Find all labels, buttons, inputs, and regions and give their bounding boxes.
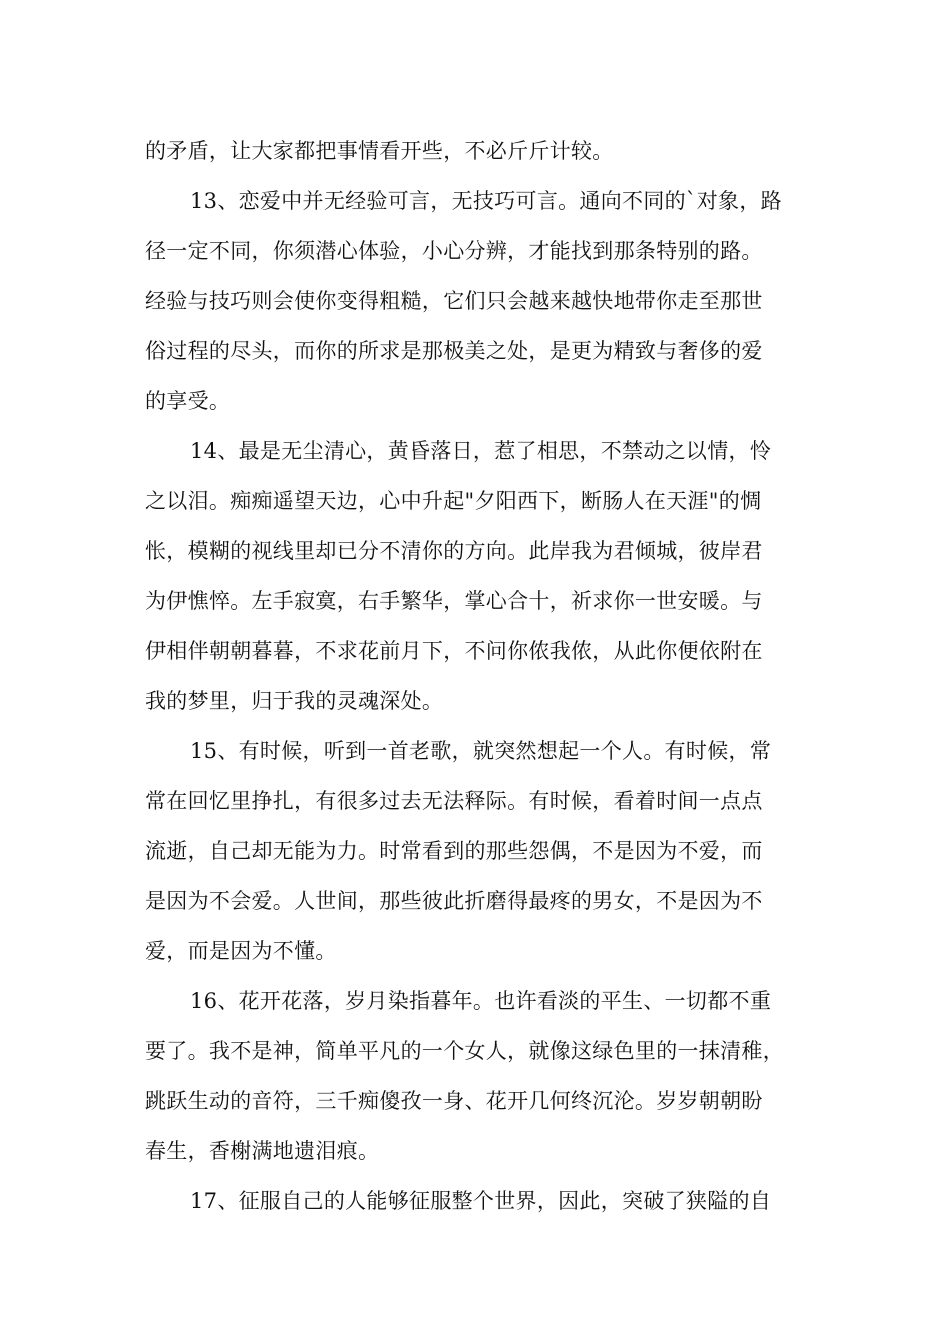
paragraph-15-line: 流逝，自己却无能为力。时常看到的那些怨偶，不是因为不爱，而	[145, 839, 763, 863]
paragraph-13-line: 径一定不同，你须潜心体验，小心分辨，才能找到那条特别的路。	[145, 239, 763, 263]
paragraph-14-line: 伊相伴朝朝暮暮，不求花前月下，不问你侬我侬，从此你便依附在	[145, 639, 763, 663]
paragraph-15-line: 15、有时候，听到一首老歌，就突然想起一个人。有时候，常	[190, 739, 772, 763]
paragraph-13-line: 的享受。	[145, 389, 231, 413]
paragraph-13-line: 经验与技巧则会使你变得粗糙，它们只会越来越快地带你走至那世	[145, 289, 763, 313]
paragraph-14-line: 之以泪。痴痴遥望天边，心中升起"夕阳西下，断肠人在天涯"的惆	[145, 489, 762, 513]
paragraph-13-line: 俗过程的尽头，而你的所求是那极美之处，是更为精致与奢侈的爱	[145, 339, 763, 363]
paragraph-14-line: 14、最是无尘清心，黄昏落日，惹了相思，不禁动之以情，怜	[190, 439, 772, 463]
paragraph-14-line: 我的梦里，归于我的灵魂深处。	[145, 689, 444, 713]
paragraph-16-line: 要了。我不是神，简单平凡的一个女人，就像这绿色里的一抹清稚，	[145, 1039, 784, 1063]
paragraph-14-line: 为伊憔悴。左手寂寞，右手繁华，掌心合十，祈求你一世安暖。与	[145, 589, 763, 613]
paragraph-15-line: 爱，而是因为不懂。	[145, 939, 337, 963]
paragraph-16-line: 跳跃生动的音符，三千痴傻孜一身、花开几何终沉沦。岁岁朝朝盼	[145, 1089, 763, 1113]
paragraph-16-line: 春生，香榭满地遗泪痕。	[145, 1139, 380, 1163]
paragraph-14-line: 怅，模糊的视线里却已分不清你的方向。此岸我为君倾城，彼岸君	[145, 539, 763, 563]
paragraph-15-line: 是因为不会爱。人世间，那些彼此折磨得最疼的男女，不是因为不	[145, 889, 763, 913]
paragraph-16-line: 16、花开花落，岁月染指暮年。也许看淡的平生、一切都不重	[190, 989, 772, 1013]
text-line: 的矛盾，让大家都把事情看开些，不必斤斤计较。	[145, 139, 614, 163]
paragraph-17-line: 17、征服自己的人能够征服整个世界，因此，突破了狭隘的自	[190, 1189, 772, 1213]
paragraph-13-line: 13、恋爱中并无经验可言，无技巧可言。通向不同的`对象，路	[190, 189, 782, 213]
paragraph-15-line: 常在回忆里挣扎，有很多过去无法释际。有时候，看着时间一点点	[145, 789, 763, 813]
